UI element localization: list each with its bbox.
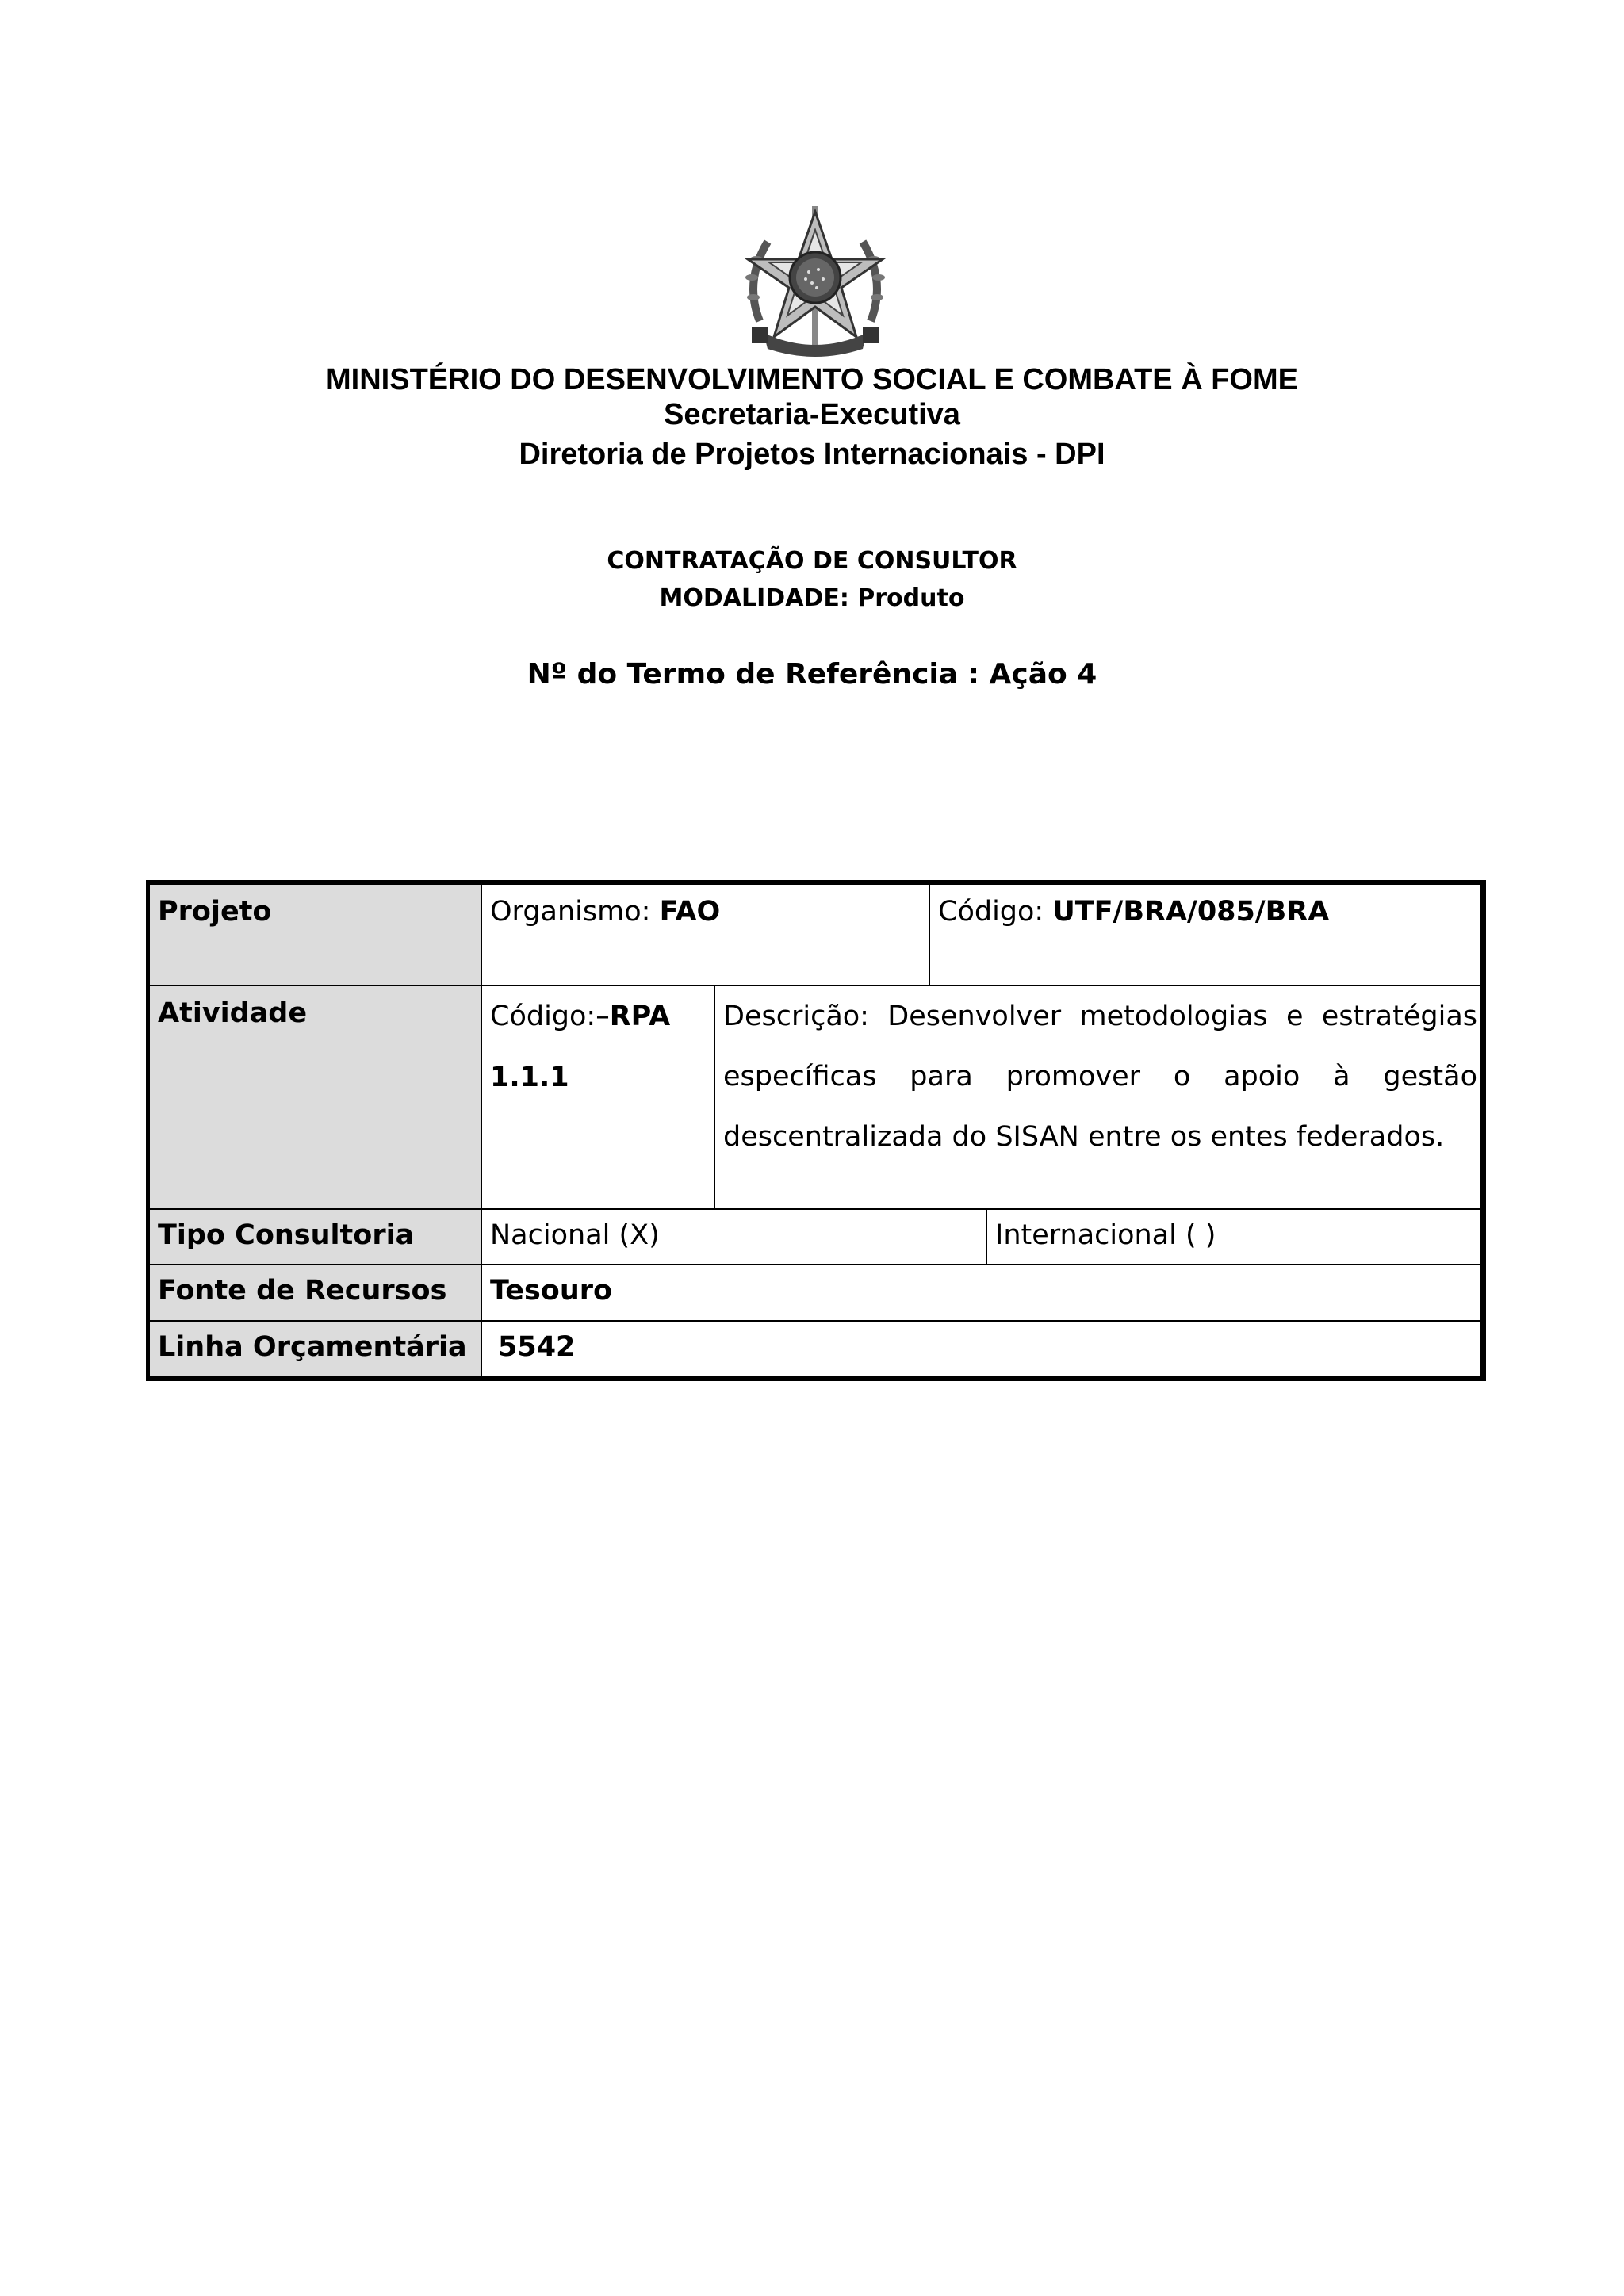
atividade-descricao: Descrição: Desenvolver metodologias e estratégias específicas para promover o apoio à gestão descentralizada do SISAN entre os entes federados. bbox=[723, 1001, 1477, 1153]
table-row-fonte-recursos bbox=[150, 1264, 1480, 1320]
ministry-title: MINISTÉRIO DO DESENVOLVIMENTO SOCIAL E COMBATE À FOME bbox=[326, 363, 1298, 396]
organismo-label: Organismo: bbox=[490, 896, 660, 928]
secretaria-title: Secretaria-Executiva bbox=[664, 398, 960, 431]
table-row-atividade bbox=[150, 985, 1480, 1208]
table-row-tipo-consultoria bbox=[150, 1208, 1480, 1264]
projeto-codigo-cell bbox=[930, 885, 1480, 985]
table-row-linha-orcamentaria bbox=[150, 1320, 1480, 1376]
diretoria-title: Diretoria de Projetos Internacionais - DPI bbox=[519, 438, 1105, 471]
nacional-option: Nacional (X) bbox=[482, 1210, 987, 1264]
tipo-consultoria-label: Tipo Consultoria bbox=[150, 1210, 482, 1264]
atividade-label: Atividade bbox=[150, 986, 482, 1208]
contratacao-heading: CONTRATAÇÃO DE CONSULTOR bbox=[607, 547, 1017, 575]
linha-orcamentaria-value: 5542 bbox=[498, 1331, 576, 1363]
projeto-codigo-label: Código: bbox=[938, 896, 1053, 928]
modalidade-heading bbox=[0, 584, 1624, 612]
projeto-codigo-value: UTF/BRA/085/BRA bbox=[1052, 896, 1330, 928]
atividade-codigo-cell bbox=[482, 986, 715, 1208]
fonte-recursos-label: Fonte de Recursos bbox=[150, 1265, 482, 1320]
atividade-codigo-label: Código:– bbox=[490, 1001, 610, 1032]
termo-referencia-heading: Nº do Termo de Referência : Ação 4 bbox=[527, 658, 1097, 691]
atividade-codigo-number: 1.1.1 bbox=[490, 1062, 569, 1093]
brazil-coat-of-arms-icon bbox=[736, 202, 894, 361]
modalidade-value: Produto bbox=[848, 584, 965, 612]
organismo-cell bbox=[482, 885, 930, 985]
fonte-recursos-value: Tesouro bbox=[490, 1275, 613, 1307]
internacional-option: Internacional ( ) bbox=[995, 1219, 1216, 1251]
atividade-codigo-rpa: RPA bbox=[609, 1001, 671, 1032]
linha-orcamentaria-label: Linha Orçamentária bbox=[150, 1322, 482, 1376]
projeto-label: Projeto bbox=[150, 885, 482, 985]
modalidade-label: MODALIDADE: bbox=[659, 584, 849, 612]
organismo-value: FAO bbox=[659, 896, 721, 928]
table-row-projeto bbox=[150, 885, 1480, 985]
reference-table bbox=[146, 880, 1486, 1381]
